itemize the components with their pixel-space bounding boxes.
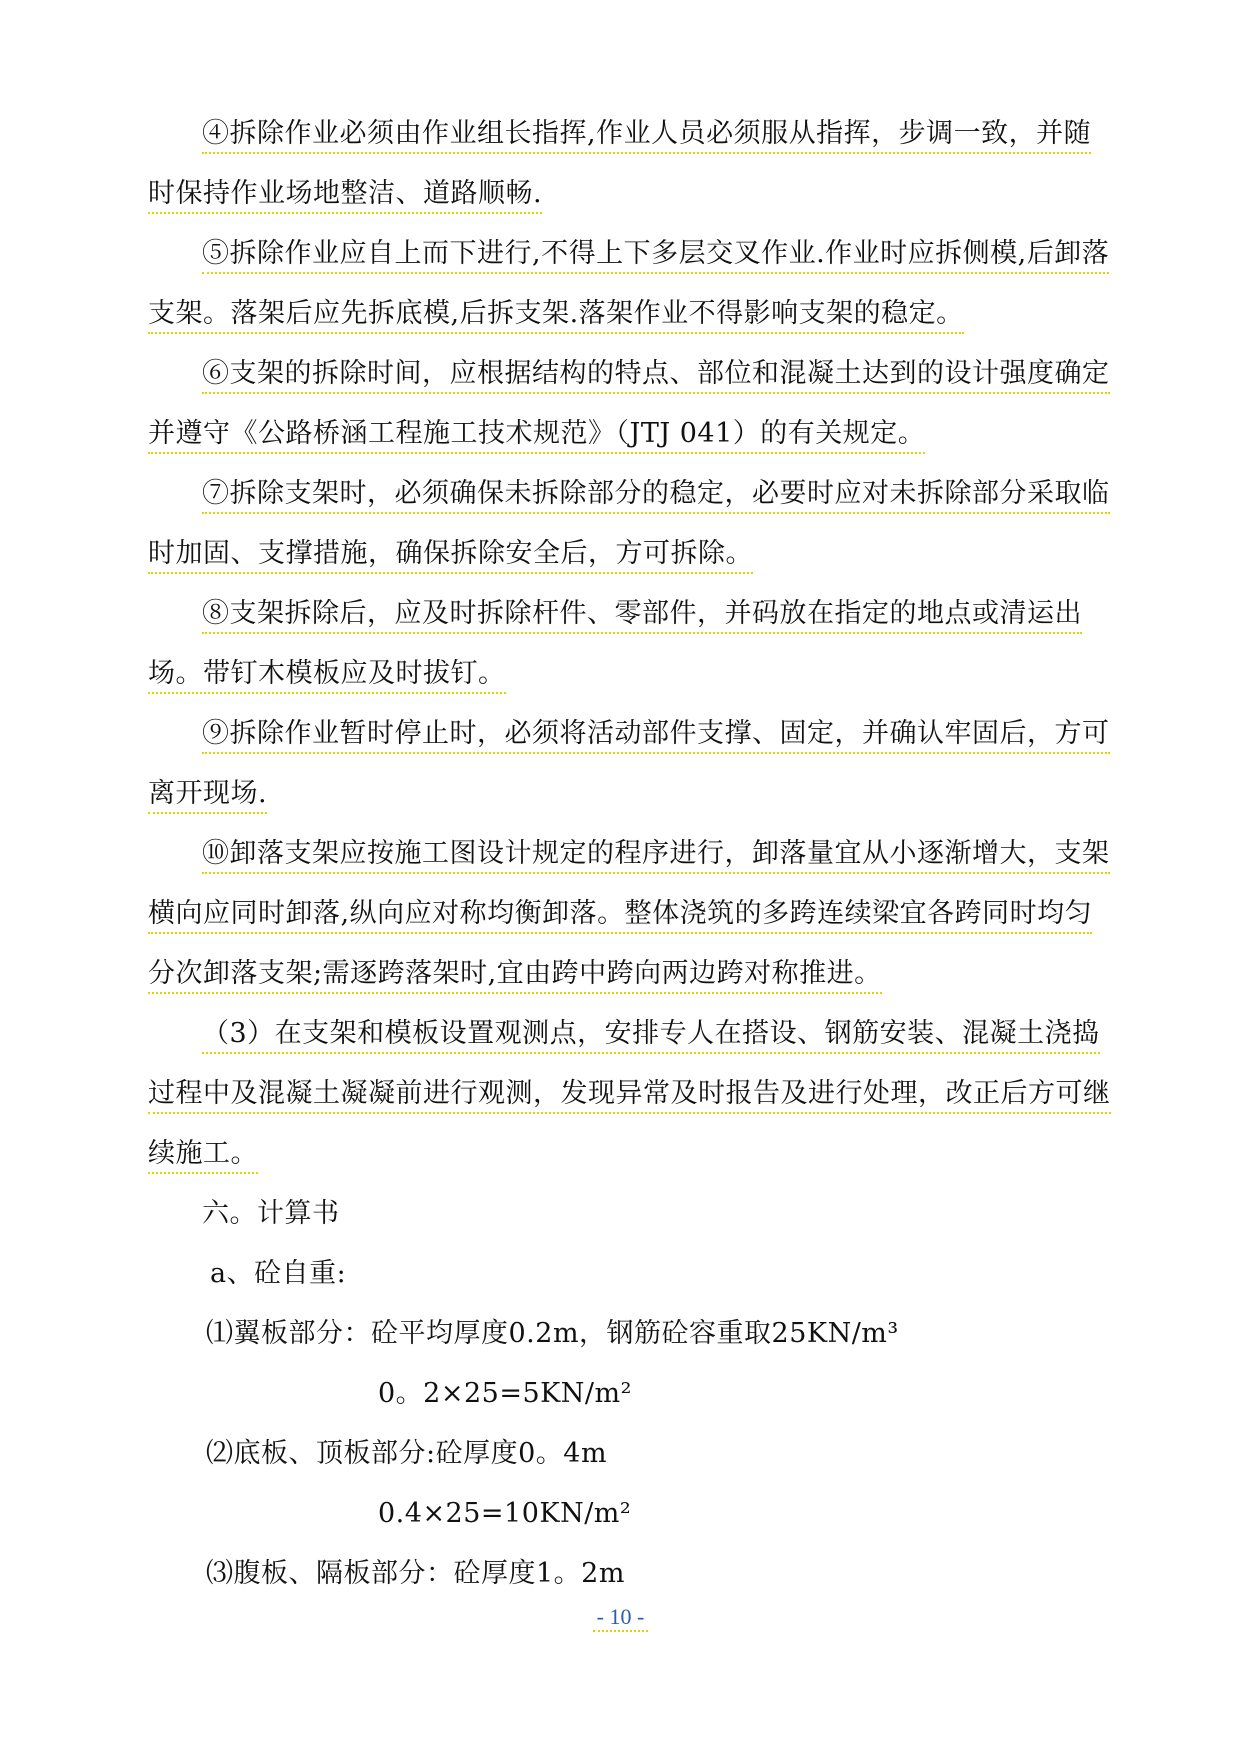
- subsection-title: a、砼自重:: [210, 1258, 347, 1289]
- paragraph-9: ⑨拆除作业暂时停止时，必须将活动部件支撑、固定，并确认牢固后，方可离开现场.: [148, 704, 1113, 824]
- page-number: - 10 -: [593, 1604, 649, 1632]
- paragraph-observation: （3）在支架和模板设置观测点，安排专人在搭设、钢筋安装、混凝土浇捣过程中及混凝土凝凝前进行观测，发现异常及时报告及进行处理，改正后方可继续施工。: [148, 1004, 1113, 1184]
- page-footer: [0, 1604, 1241, 1630]
- paragraph-6: ⑥支架的拆除时间，应根据结构的特点、部位和混凝土达到的设计强度确定并遵守《公路桥涵工程施工技术规范》（JTJ 041）的有关规定。: [148, 344, 1113, 464]
- section-title: 六。计算书: [202, 1198, 340, 1229]
- wing-plate-label: ⑴翼板部分：砼平均厚度0.2m，钢筋砼容重取25KN/m³: [206, 1318, 899, 1349]
- wing-plate-calc: 0。2×25=5KN/m²: [378, 1378, 632, 1409]
- web-plate-label: ⑶腹板、隔板部分：砼厚度1。2m: [206, 1558, 625, 1589]
- paragraph-5: ⑤拆除作业应自上而下进行,不得上下多层交叉作业.作业时应拆侧模,后卸落支架。落架后应先拆底模,后拆支架.落架作业不得影响支架的稳定。: [148, 224, 1113, 344]
- paragraph-10: ⑩卸落支架应按施工图设计规定的程序进行，卸落量宜从小逐渐增大，支架横向应同时卸落,纵向应对称均衡卸落。整体浇筑的多跨连续梁宜各跨同时均匀分次卸落支架;需逐跨落架时,宜由跨中跨向两边跨对称推进。: [148, 824, 1113, 1004]
- paragraph-4: ④拆除作业必须由作业组长指挥,作业人员必须服从指挥，步调一致，并随时保持作业场地整洁、道路顺畅.: [148, 104, 1113, 224]
- body-text: [148, 104, 1113, 1604]
- bottom-plate-calc: 0.4×25=10KN/m²: [378, 1498, 632, 1529]
- paragraph-8: ⑧支架拆除后，应及时拆除杆件、零部件，并码放在指定的地点或清运出场。带钉木模板应及时拔钉。: [148, 584, 1113, 704]
- paragraph-7: ⑦拆除支架时，必须确保未拆除部分的稳定，必要时应对未拆除部分采取临时加固、支撑措施，确保拆除安全后，方可拆除。: [148, 464, 1113, 584]
- bottom-plate-label: ⑵底板、顶板部分:砼厚度0。4m: [206, 1438, 608, 1469]
